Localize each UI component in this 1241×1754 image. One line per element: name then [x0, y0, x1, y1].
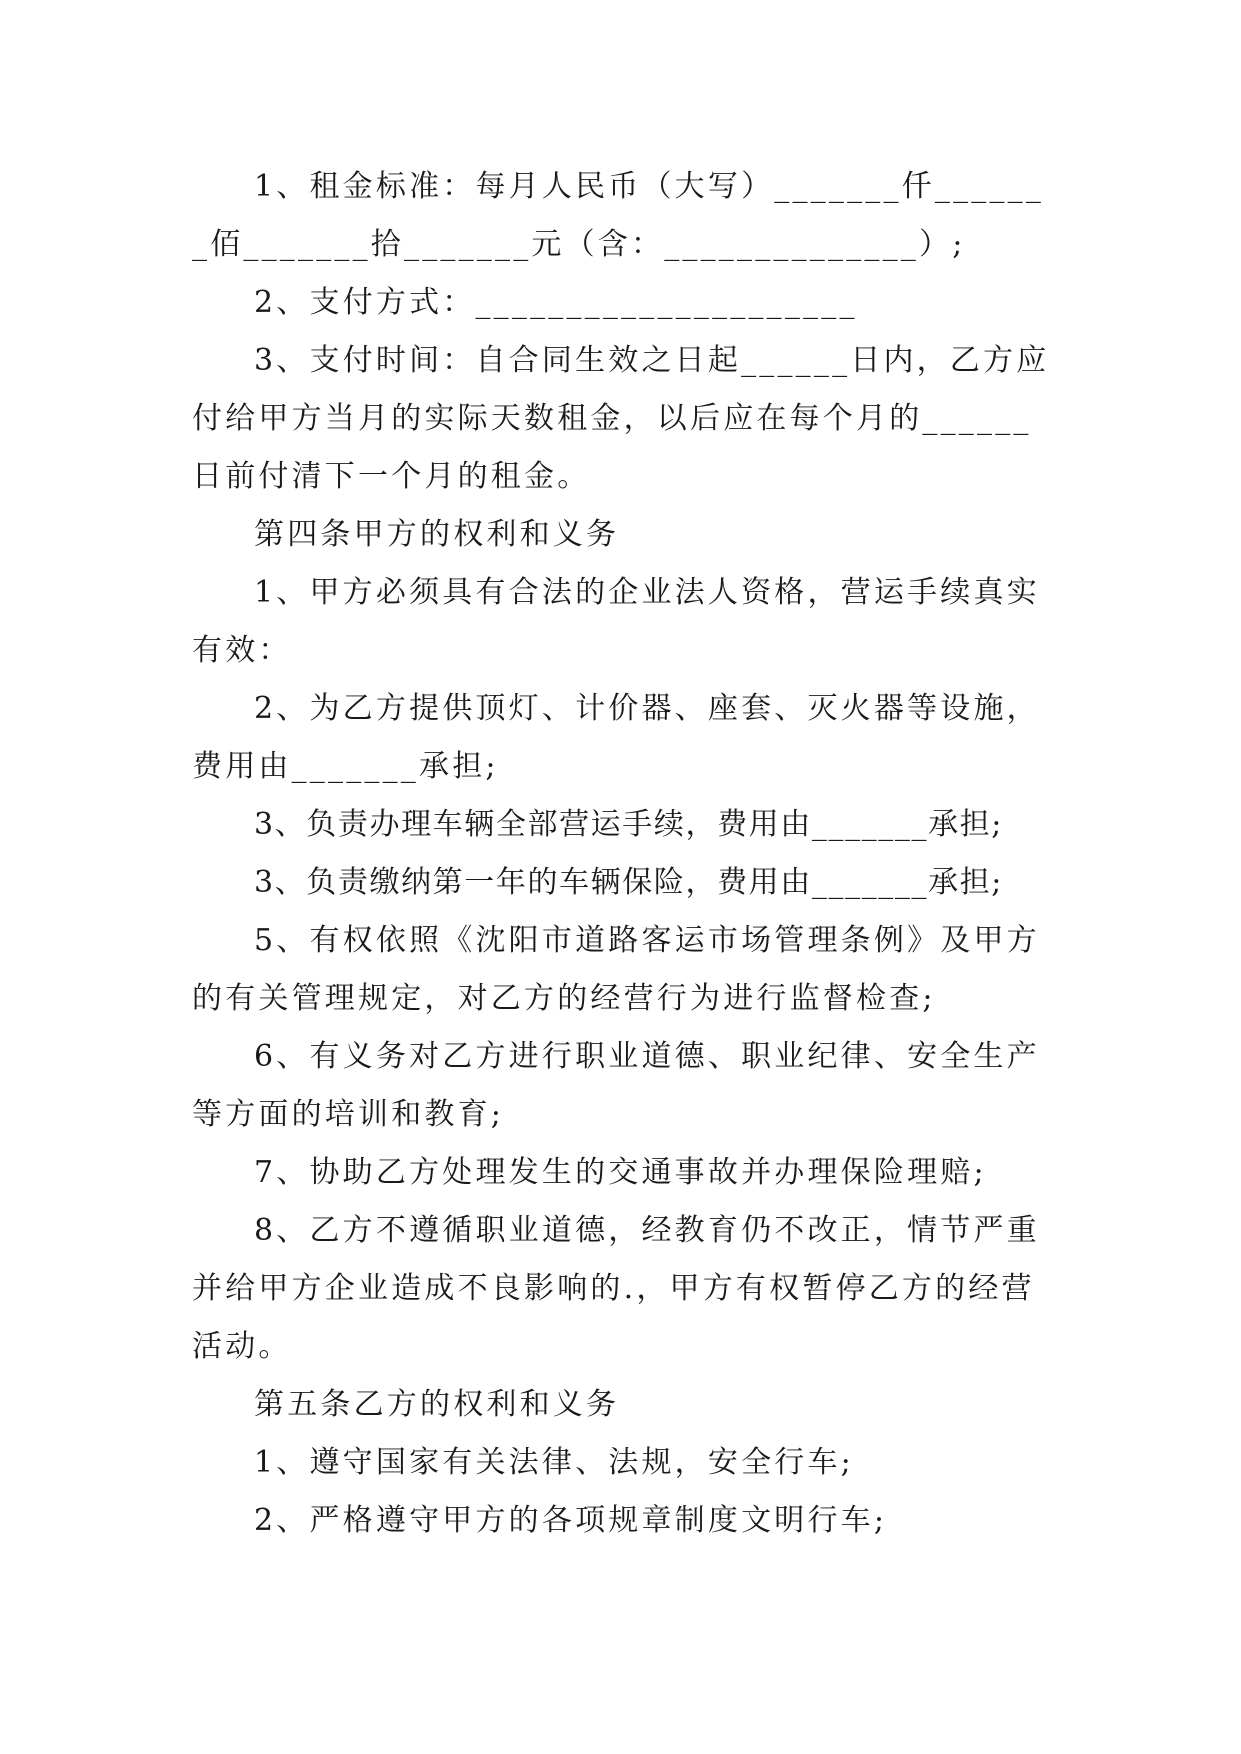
document-body [192, 158, 1062, 1550]
clause-4-7: 7、协助乙方处理发生的交通事故并办理保险理赔; [254, 1155, 987, 1190]
clause-4-3b: 3、负责缴纳第一年的车辆保险，费用由_______承担; [254, 865, 1003, 900]
clause-payment-time: 3、支付时间：自合同生效之日起______日内，乙方应付给甲方当月的实际天数租金，以后应在每个月的______日前付清下一个月的租金。 [192, 343, 1050, 494]
clause-4-8: 8、乙方不遵循职业道德，经教育仍不改正，情节严重并给甲方企业造成不良影响的.，甲方有权暂停乙方的经营活动。 [192, 1213, 1040, 1364]
clause-4-1: 1、甲方必须具有合法的企业法人资格，营运手续真实有效： [192, 575, 1040, 668]
clause-5-1: 1、遵守国家有关法律、法规，安全行车; [254, 1445, 854, 1480]
clause-4-2: 2、为乙方提供顶灯、计价器、座套、灭火器等设施，费用由_______承担; [192, 691, 1040, 784]
clause-rent-standard: 1、租金标准：每月人民币（大写）_______仟_______佰_______拾_______元（含：______________）; [192, 169, 1045, 262]
clause-payment-method: 2、支付方式：_____________________ [254, 285, 858, 320]
clause-4-3: 3、负责办理车辆全部营运手续，费用由_______承担; [254, 807, 1003, 842]
clause-5-2: 2、严格遵守甲方的各项规章制度文明行车; [254, 1503, 888, 1538]
clause-4-5: 5、有权依照《沈阳市道路客运市场管理条例》及甲方的有关管理规定，对乙方的经营行为进行监督检查; [192, 923, 1040, 1016]
section-heading-article-5: 第五条乙方的权利和义务 [254, 1387, 620, 1422]
section-heading-article-4: 第四条甲方的权利和义务 [254, 517, 620, 552]
clause-4-6: 6、有义务对乙方进行职业道德、职业纪律、安全生产等方面的培训和教育; [192, 1039, 1040, 1132]
